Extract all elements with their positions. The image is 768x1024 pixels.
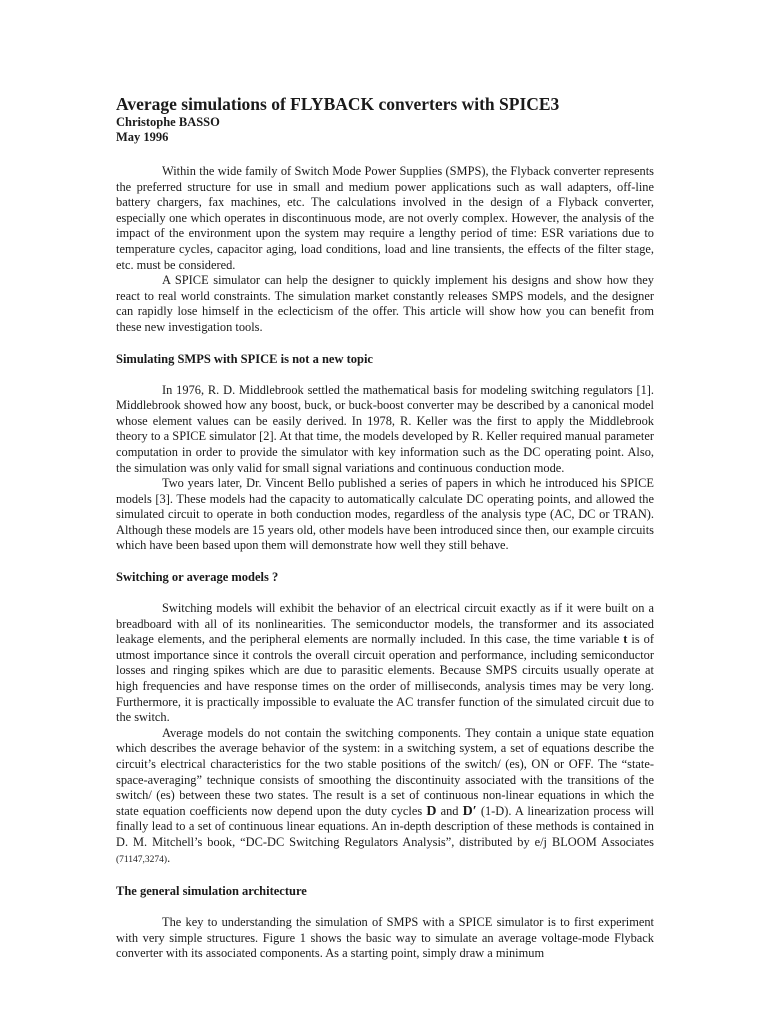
section2-paragraph-1	[116, 601, 654, 726]
intro-paragraph-1: Within the wide family of Switch Mode Power Supplies (SMPS), the Flyback converter represents the preferred structure for use in small and medium power applications such as wall adapters, off-line battery chargers, fax machines, etc. The calculations involved in the design of a Flyback converter, especially one which operates in discontinuous mode, are not overly complex. However, the analysis of the impact of the environment upon the system may require a lengthy period of time: ESR variations due to temperature cycles, capacitor aging, load conditions, load and line transients, the effects of the filter stage, etc. must be considered.	[116, 164, 654, 272]
section2-paragraph-2	[116, 726, 654, 868]
author-name: Christophe BASSO	[116, 115, 220, 129]
paragraph-text: and	[436, 803, 463, 818]
intro-paragraph-2: A SPICE simulator can help the designer to quickly implement his designs and show how they react to real world constraints. The simulation market constantly releases SMPS models, and the designer can rapidly lose himself in the eclecticism of the offer. This article will show how you can benefit from these new investigation tools.	[116, 273, 654, 334]
section-heading-switching-average: Switching or average models ?	[116, 570, 279, 585]
paragraph-text: is of utmost importance since it controls the overall circuit operation and performance, including semiconductor losses and ringing spikes which are due to parasitic elements. Because SMPS circuits usually operate at high frequencies and have response times on the order of milliseconds, analysis times may be very long. Furthermore, it is practically impossible to evaluate the AC transfer function of the simulated circuit due to the switch.	[116, 632, 654, 725]
duty-cycle-d-prime: D′	[462, 803, 477, 819]
contact-number: (71147,3274)	[116, 854, 168, 865]
section-heading-smps-spice: Simulating SMPS with SPICE is not a new topic	[116, 351, 373, 366]
paper-title: Average simulations of FLYBACK converters with SPICE3	[116, 94, 560, 114]
paragraph-text: Average models do not contain the switching components. They contain a unique state equation which describes the average behavior of the system: in a switching system, a set of equations describe the circuit’s electrical characteristics for the two stable positions of the switch/ (es), ON or OFF. The “state-space-averaging” technique consists of smoothing the discontinuity associated with the transitions of the switch/ (es) between these two states. The result is a set of continuous non-linear equations in which the state equation coefficients now depend upon the duty cycles	[116, 725, 654, 818]
section1-paragraph-2: Two years later, Dr. Vincent Bello published a series of papers in which he introduced his SPICE models [3]. These models had the capacity to automatically calculate DC operating points, and allowed the simulated circuit to operate in both conduction modes, regardless of the analysis type (AC, DC or TRAN). Although these models are 15 years old, other models have been introduced since then, our example circuits which have been based upon them will demonstrate how well they still behave.	[116, 476, 654, 553]
paragraph-text: .	[167, 850, 171, 865]
section-heading-simulation-architecture: The general simulation architecture	[116, 884, 307, 899]
publication-date: May 1996	[116, 130, 169, 144]
duty-cycle-d: D	[426, 803, 437, 819]
time-variable-t: t	[623, 632, 628, 647]
section3-paragraph-1: The key to understanding the simulation of SMPS with a SPICE simulator is to first experiment with very simple structures. Figure 1 shows the basic way to simulate an average voltage-mode Flyback converter with its associated components. As a starting point, simply draw a minimum	[116, 915, 654, 961]
paragraph-text: Switching models will exhibit the behavior of an electrical circuit exactly as if it were built on a breadboard with all of its nonlinearities. The semiconductor models, the transformer and its associated leakage elements, and the peripheral elements are normally included. In this case, the time variable	[116, 601, 654, 647]
section1-paragraph-1: In 1976, R. D. Middlebrook settled the mathematical basis for modeling switching regulators [1]. Middlebrook showed how any boost, buck, or buck-boost converter may be described by a canonical model whose element values can be easily derived. In 1978, R. Keller was the first to apply the Middlebrook theory to a SPICE simulator [2]. At that time, the models developed by R. Keller required manual parameter computation in order to provide the simulator with key information such as the DC operating point. Also, the simulation was only valid for small signal variations and continuous conduction mode.	[116, 382, 654, 475]
paragraph-text: (1-D). A linearization process will finally lead to a set of continuous linear equations. An in-depth description of these methods is contained in D. M. Mitchell’s book, “DC-DC Switching Regulators Analysis”, distributed by e/j BLOOM Associates	[116, 803, 655, 849]
